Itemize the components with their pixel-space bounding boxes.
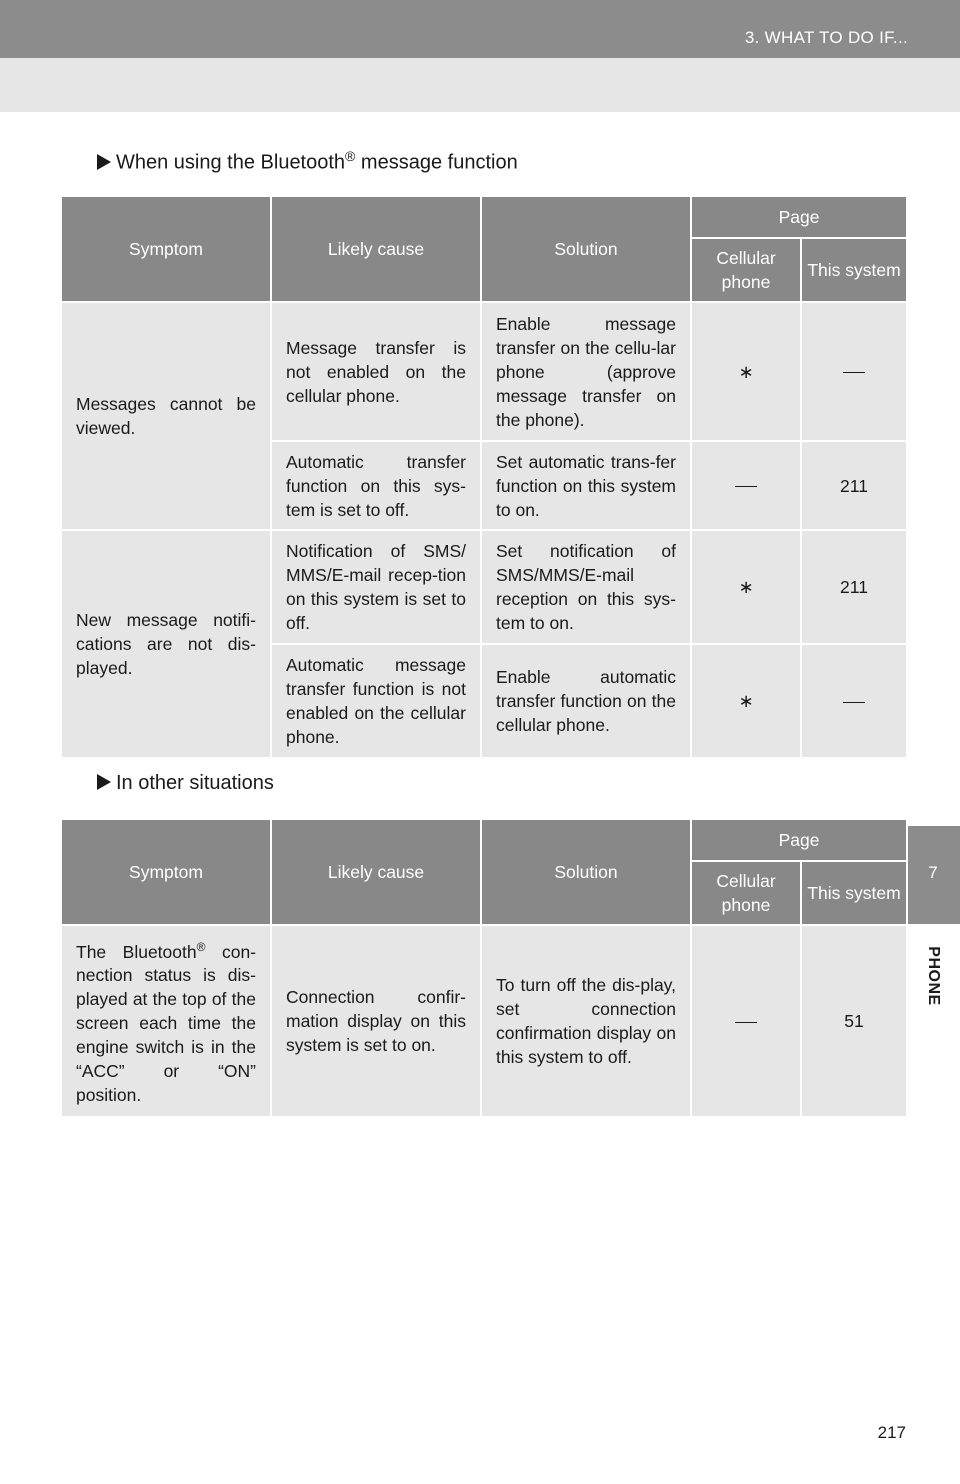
col-header-this-system: This system [801, 861, 907, 925]
solution-cell: To turn off the dis-play, set connection confirmation display on this system to off. [481, 925, 691, 1117]
solution-cell: Enable message transfer on the cellu-lar phone (approve message transfer on the phone). [481, 302, 691, 441]
symptom-cell: Messages cannot be viewed. [61, 302, 271, 530]
dash-icon [735, 486, 757, 487]
chapter-tab-number: 7 [906, 826, 960, 924]
col-header-cellular-phone: Cellular phone [691, 238, 801, 302]
section-heading-message-function: When using the Bluetooth® message function [97, 148, 518, 175]
system-page-cell: 51 [801, 925, 907, 1117]
cause-cell: Notification of SMS/ MMS/E-mail recep-tion on this system is set to off. [271, 530, 481, 644]
col-header-likely-cause: Likely cause [271, 196, 481, 302]
col-header-page: Page [691, 819, 907, 861]
star-icon: ∗ [738, 691, 754, 711]
col-header-page: Page [691, 196, 907, 238]
symptom-cell: The Bluetooth® con-nection status is dis-played at the top of the screen each time the engine switch is in the “ACC” or “ON” position. [61, 925, 271, 1117]
dash-icon [843, 702, 865, 703]
section-heading-other-situations: In other situations [97, 772, 274, 795]
star-icon: ∗ [738, 361, 754, 382]
cellular-page-cell [691, 441, 801, 530]
system-page-cell: 211 [801, 441, 907, 530]
solution-cell: Set automatic trans-fer function on this system to on. [481, 441, 691, 530]
cellular-page-cell [691, 302, 801, 441]
star-icon: ∗ [738, 577, 754, 597]
col-header-likely-cause: Likely cause [271, 819, 481, 925]
cause-cell: Message transfer is not enabled on the cellular phone. [271, 302, 481, 441]
chapter-tab-label-text: PHONE [925, 946, 942, 1006]
page-number: 217 [877, 1423, 906, 1442]
table-row [61, 530, 907, 644]
cause-cell: Automatic transfer function on this sys-tem is set to off. [271, 441, 481, 530]
col-header-cellular-phone: Cellular phone [691, 861, 801, 925]
dash-icon [735, 1022, 757, 1023]
arrow-right-icon [97, 774, 111, 790]
col-header-symptom: Symptom [61, 196, 271, 302]
col-header-this-system: This system [801, 238, 907, 302]
system-page-cell [801, 644, 907, 758]
col-header-solution: Solution [481, 196, 691, 302]
solution-cell: Set notification of SMS/MMS/E-mail reception on this sys-tem to on. [481, 530, 691, 644]
dash-icon [843, 372, 865, 373]
table-row [61, 925, 907, 1117]
header-band [0, 58, 960, 112]
symptom-cell: New message notifi-cations are not dis-played. [61, 530, 271, 758]
table-row [61, 302, 907, 441]
col-header-solution: Solution [481, 819, 691, 925]
arrow-right-icon [97, 154, 111, 170]
solution-cell: Enable automatic transfer function on the cellular phone. [481, 644, 691, 758]
system-page-cell [801, 302, 907, 441]
col-header-symptom: Symptom [61, 819, 271, 925]
chapter-title: 3. WHAT TO DO IF... [744, 28, 908, 47]
header-bar [0, 0, 960, 58]
cellular-page-cell [691, 925, 801, 1117]
cause-cell: Automatic message transfer function is not enabled on the cellular phone. [271, 644, 481, 758]
cause-cell: Connection confir-mation display on this system is set to on. [271, 925, 481, 1117]
system-page-cell: 211 [801, 530, 907, 644]
cellular-page-cell [691, 530, 801, 644]
chapter-tab-label [906, 926, 960, 1026]
message-function-table [60, 195, 908, 759]
other-situations-table [60, 818, 908, 1118]
cellular-page-cell [691, 644, 801, 758]
